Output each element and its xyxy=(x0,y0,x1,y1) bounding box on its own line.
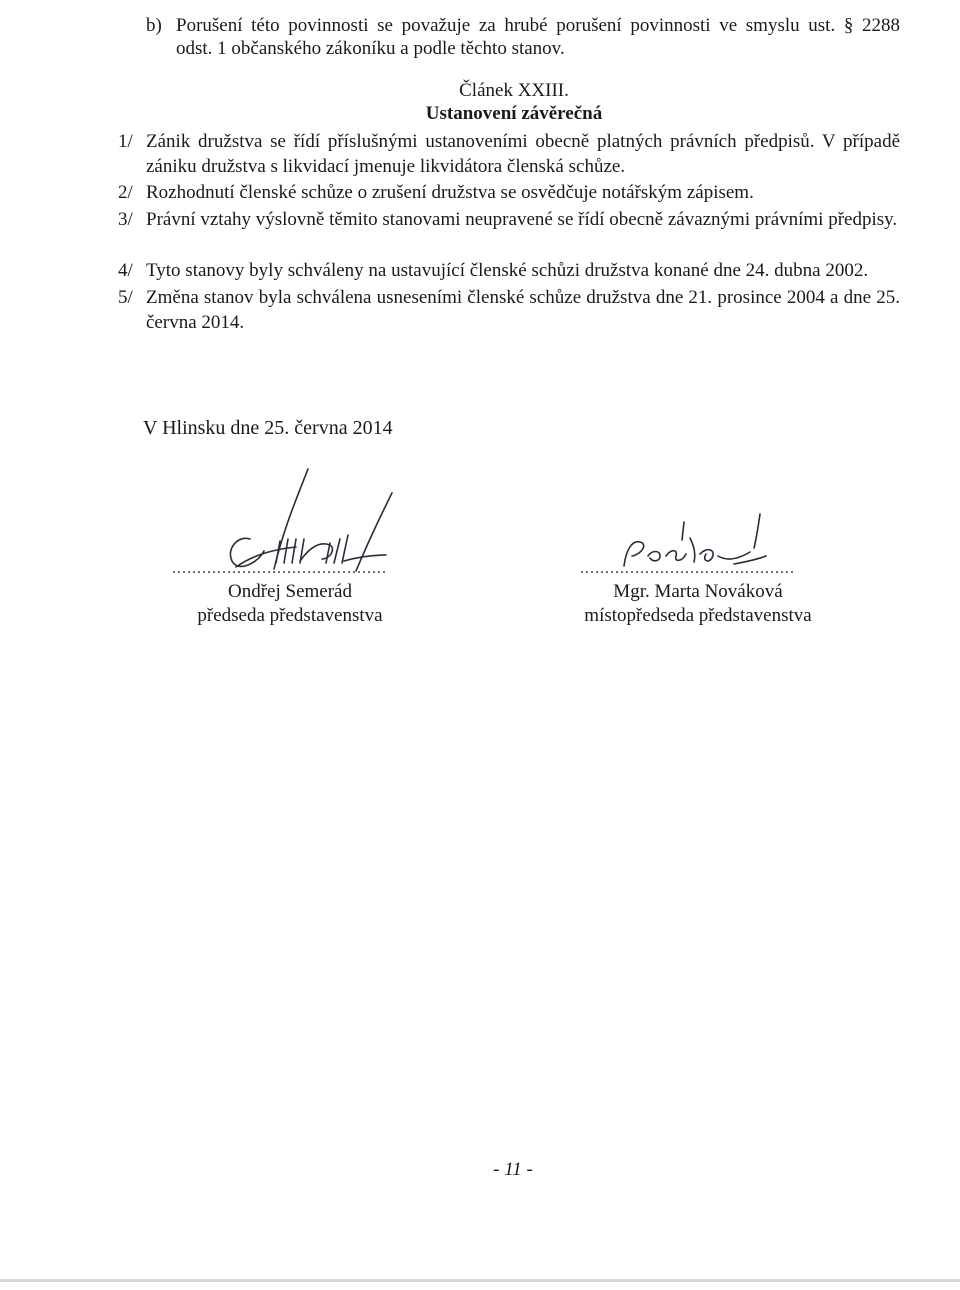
provision-4 xyxy=(118,258,900,283)
signature-line-right: ........................................... xyxy=(580,560,795,577)
provision-5 xyxy=(118,285,900,335)
place-date: V Hlinsku dne 25. června 2014 xyxy=(143,417,393,439)
article-title: Ustanovení závěrečná xyxy=(425,103,603,124)
provision-text: Tyto stanovy byly schváleny na ustavující členské schůzi družstva konané dne 24. dubna 2002. xyxy=(146,260,869,281)
page-bottom-edge xyxy=(0,1279,960,1282)
signature-line-left: ........................................... xyxy=(172,560,387,577)
item-b-line-1: Porušení této povinnosti se považuje za hrubé porušení povinnosti ve smyslu ust. § 2288 xyxy=(176,15,900,36)
item-b-label: b) xyxy=(146,15,162,36)
signer-left-role: předseda představenstva xyxy=(197,605,383,626)
signer-left-name: Ondřej Semerád xyxy=(228,581,352,602)
provision-text: Právní vztahy výslovně těmito stanovami neupravené se řídí obecně závaznými právními předpisy. xyxy=(146,209,898,230)
provision-1 xyxy=(118,129,900,179)
article-number: Článek XXIII. xyxy=(459,80,569,101)
provision-text: Rozhodnutí členské schůze o zrušení družstva se osvědčuje notářským zápisem. xyxy=(146,182,754,203)
page-number: - 11 - xyxy=(493,1159,533,1180)
provision-3 xyxy=(118,207,900,232)
signer-right-name: Mgr. Marta Nováková xyxy=(613,581,783,602)
provision-number: 5/ xyxy=(118,287,133,308)
provision-number: 1/ xyxy=(118,131,133,152)
signer-right-role: místopředseda představenstva xyxy=(584,605,812,626)
provision-text: Změna stanov byla schválena usneseními členské schůze družstva dne 21. prosince 2004 a dne 25. června 2014. xyxy=(146,287,900,333)
provision-number: 3/ xyxy=(118,209,133,230)
provision-2 xyxy=(118,180,900,205)
item-b-line-2: odst. 1 občanského zákoníku a podle těchto stanov. xyxy=(176,38,565,59)
provision-number: 4/ xyxy=(118,260,133,281)
provision-text: Zánik družstva se řídí příslušnými ustanoveními obecně platných právních předpisů. V případě zániku družstva s likvidací jmenuje likvidátora členská schůze. xyxy=(146,131,900,177)
provision-number: 2/ xyxy=(118,182,133,203)
